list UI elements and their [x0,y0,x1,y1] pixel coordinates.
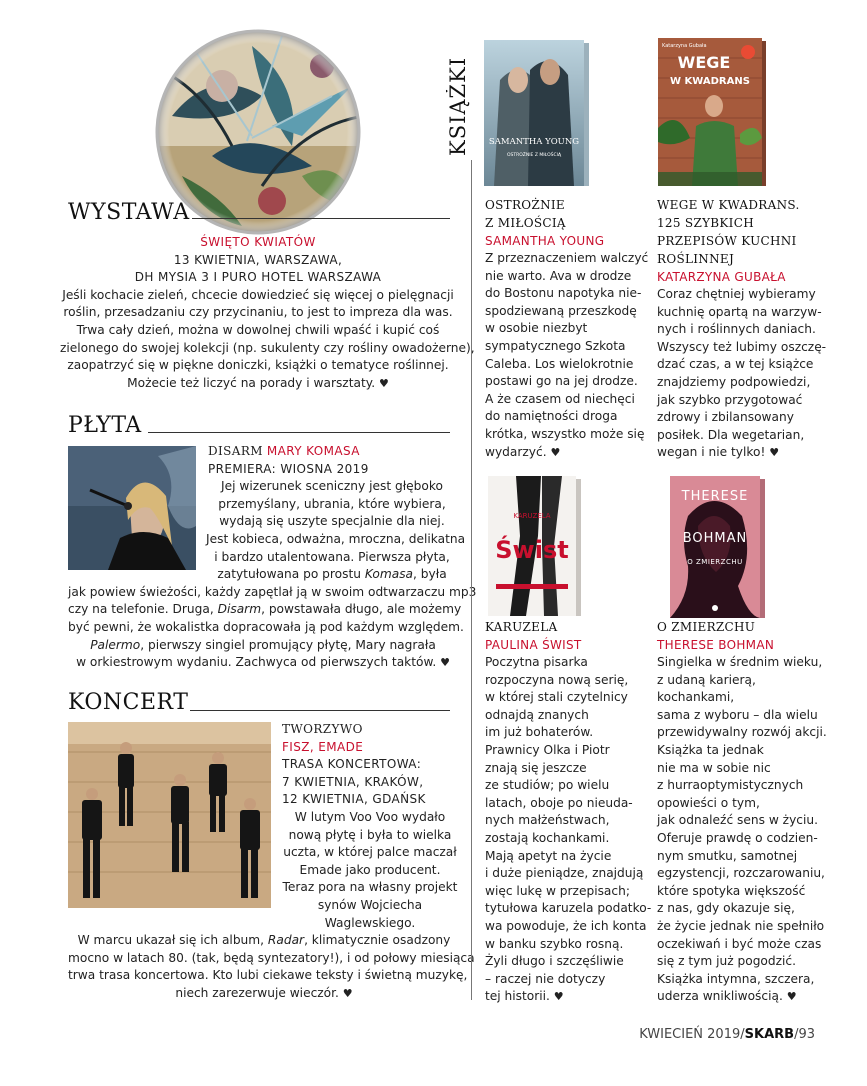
book-line: posiłek. Dla wegetarian, [657,427,805,442]
book-cover-author: Świst [495,536,569,564]
book-line: Oferuje prawdę o codzien- [657,830,818,845]
plyta-line: Jest kobieca, odważna, mroczna, delikatna [206,531,466,546]
book-entry [485,618,652,1006]
book-line: spodziewaną przeszkodę [485,303,637,318]
book-line: sama z wyboru – dla wielu [657,707,818,722]
book-line: wa powoduje, że ich konta [485,918,647,933]
book-line: uderza wnikliwością. [657,989,783,1004]
wystawa-heading: WYSTAWA [68,200,190,225]
book-cover-title: OSTROŻNIE Z MIŁOŚCIĄ [506,153,562,158]
book-title: PRZEPISÓW KUCHNI [657,234,797,248]
koncert-line: Emade jako producent. [299,862,441,877]
book-line: Mają apetyt na życie [485,848,612,863]
book-author: THERESE BOHMAN [657,638,775,652]
heart-icon: ♥ [553,990,564,1004]
koncert-line: nową płytę i była to wielka [288,827,452,842]
koncert-album-radar: Radar [267,933,305,948]
wystawa-line: zielonego do swojej kolekcji (np. sukulenty czy rośliny owadożerne), [60,340,475,355]
wystawa-line: zaopatrzyć się w piękne doniczki, książki o tematyce roślinnej. [67,358,449,373]
heart-icon: ♥ [786,990,797,1004]
book-line: z nas, gdy okazuje się, [657,901,795,916]
footer-magazine: SKARB [744,1027,795,1042]
book-title: WEGE W KWADRANS. [657,198,800,212]
book-line: Książka intymna, szczera, [657,971,815,986]
wystawa-body [60,234,475,392]
ksiazki-vertical-rule [471,160,472,1000]
book-author: SAMANTHA YOUNG [485,234,605,248]
book-line: jak odnaleźć sens w życiu. [657,813,818,828]
book-line: znają się jeszcze [485,760,587,775]
book-line: opowieści o tym, [657,795,760,810]
book-cover-author: THERESE [681,489,749,504]
koncert-line-tail: , klimatycznie osadzony [304,933,451,948]
plyta-line-tail: , była [413,567,447,582]
book-description [657,654,827,1006]
book-description [485,654,652,1006]
plyta-line: jak powiew świeżości, każdy zapętlał ją w swoim odtwarzaczu mp3 [68,584,477,599]
koncert-line: Teraz pora na własny projekt [282,880,458,895]
footer-page-number: 93 [798,1027,815,1042]
book-entry [485,196,649,461]
koncert-rule [190,710,450,711]
book-title: ROŚLINNEJ [657,252,735,266]
koncert-date: 12 KWIETNIA, GDAŃSK [282,792,426,807]
book-line: latach, oboje po nieuda- [485,795,633,810]
koncert-title: TWORZYWO [282,722,363,736]
book-title: KARUZELA [485,620,558,634]
wystawa-place: DH MYSIA 3 I PURO HOTEL WARSZAWA [134,270,382,285]
book-cover-o-zmierzchu [668,476,768,620]
book-line: kochankami, [657,690,735,705]
book-line: Poczytna pisarka [485,655,588,669]
book-line: do namiętności droga [485,409,618,424]
koncert-body [68,721,475,1003]
book-line: przewidywalny rozwój akcji. [657,725,827,740]
book-cover-title: WEGE [677,53,731,72]
plyta-line: Jej wizerunek sceniczny jest głęboko [221,479,443,494]
book-line: Caleba. Los wielokrotnie [485,356,634,371]
plyta-rule [148,432,450,433]
book-cover-karuzela [486,476,584,618]
koncert-heading: KONCERT [68,690,189,715]
book-line: nie ma w sobie nic [657,760,771,775]
book-line: się z tym już pogodzić. [657,954,796,969]
book-line: oczekiwań i być może czas [657,936,822,951]
plyta-album-disarm: Disarm [217,602,262,617]
plyta-line: wydają się uszyte specjalnie dla niej. [219,514,445,529]
book-title: Z MIŁOŚCIĄ [485,216,566,230]
plyta-premiere: PREMIERA: WIOSNA 2019 [208,461,369,476]
book-line: A że czasem od niechęci [485,391,635,406]
book-line: że życie jednak nie spełniło [657,918,825,933]
book-cover-wege [656,38,768,188]
book-line: nie warto. Ava w drodze [485,268,632,283]
koncert-line: uczta, w której palce maczał [283,845,457,860]
plyta-heading: PŁYTA [68,413,142,438]
book-line: krótka, wszystko może się [485,426,645,441]
book-entry [657,618,827,1006]
book-line: jak szybko przygotować [657,392,803,407]
book-line: znajdziemy podpowiedzi, [657,374,811,389]
book-author: PAULINA ŚWIST [485,638,582,652]
book-line: im już bohaterów. [485,725,594,740]
heart-icon: ♥ [378,376,389,390]
wystawa-line: Możecie też liczyć na porady i warsztaty. [127,375,376,390]
book-cover-author: SAMANTHA YOUNG [488,137,580,147]
book-line: z udaną karierą, [657,672,756,687]
book-entry [657,196,827,462]
book-line: z hurraoptymistycznych [657,778,804,793]
koncert-line: W marcu ukazał się ich album, [77,933,265,948]
heart-icon: ♥ [342,986,353,1000]
book-line: egzystencji, rozczarowaniu, [657,866,825,881]
plyta-line: zatytułowana po prostu [217,567,361,582]
koncert-line: W lutym Voo Voo wydało [294,809,446,824]
wystawa-line: Trwa cały dzień, można w dowolnej chwili wpaść i kupić coś [76,322,440,337]
book-cover-title: O ZMIERZCHU [687,558,743,566]
book-line: w banku szybko rosną. [485,936,624,951]
heart-icon: ♥ [440,656,450,670]
page-footer [639,1027,815,1042]
book-description [485,250,649,461]
koncert-line: niech zarezerwuje wieczór. [175,985,339,1000]
wystawa-line: Jeśli kochacie zieleń, chcecie dowiedzieć się więcej o pielęgnacji [62,287,454,302]
koncert-line: mocno w latach 80. (tak, będą syntezatory!), i od połowy miesiąca [68,950,475,965]
plyta-body [68,443,477,672]
book-line: Z przeznaczeniem walczyć [485,251,649,265]
book-line: sympatycznego Szkota [485,338,626,353]
footer-issue: KWIECIEŃ 2019 [639,1027,741,1042]
footer-separator: / [740,1027,745,1042]
book-line: ze studiów; po wielu [485,778,610,793]
book-cover-author: Katarzyna Gubała [662,43,707,49]
wystawa-rule [192,218,450,219]
plyta-line: przemyślany, ubrania, które wybiera, [218,496,446,511]
plyta-album: DISARM [208,444,263,458]
heart-icon: ♥ [769,446,780,460]
koncert-line: trwa trasa koncertowa. Kto lubi ciekawe teksty i świetną muzykę, [68,968,468,983]
book-cover-title: KARUZELA [513,512,551,520]
book-line: wydarzyć. [485,444,547,459]
book-line: Książka ta jednak [657,742,764,757]
book-line: rozpoczyna nową serię, [485,672,629,687]
plyta-line-tail: , powstawała długo, ale możemy [261,602,462,617]
book-line: i duże pieniądze, znajdują [485,866,644,881]
book-line: zdrowy i zbilansowany [657,410,794,425]
heart-icon: ♥ [550,445,561,459]
book-line: tej historii. [485,989,550,1004]
book-line: Wszyscy też lubimy oszczę- [657,339,827,354]
koncert-line: synów Wojciecha [317,897,423,912]
book-line: zostają kochankami. [485,830,610,845]
book-cover-title: W KWADRANS [670,76,750,87]
plyta-line: czy na telefonie. Druga, [68,602,214,617]
book-title: O ZMIERZCHU [657,620,756,634]
book-cover-ostroznie [480,40,592,190]
book-line: nym smutku, samotnej [657,848,798,863]
plyta-line: w orkiestrowym wydaniu. Zachwyca od pierwszych taktów. [76,655,437,670]
book-line: Coraz chętniej wybieramy [657,287,816,301]
plyta-line-tail: , pierwszy singiel promujący płytę, Mary nagrała [140,637,436,652]
plyta-artist: MARY KOMASA [266,444,360,458]
book-line: w osobie niezbyt [485,321,588,336]
book-line: w której stali czytelnicy [485,690,628,705]
book-title: 125 SZYBKICH [657,216,754,230]
ksiazki-heading: KSIĄŻKI [446,56,470,156]
koncert-tour: TRASA KONCERTOWA: [282,757,422,772]
book-cover-author: BOHMAN [682,531,748,546]
koncert-line: Waglewskiego. [324,915,416,930]
wystawa-date: 13 KWIETNIA, WARSZAWA, [173,252,343,267]
plyta-album-komasa: Komasa [364,567,414,582]
book-author: KATARZYNA GUBAŁA [657,270,786,284]
koncert-date: 7 KWIETNIA, KRAKÓW, [282,774,424,789]
book-line: tytułowa karuzela podatko- [485,901,652,916]
book-line: Żyli długo i szczęśliwie [485,954,624,969]
book-line: więc lukę w przepisach; [485,883,630,898]
book-line: dzać czas, a w tej książce [657,357,814,372]
book-line: wegan i nie tylko! [657,445,766,460]
book-description [657,286,827,462]
book-line: Singielka w średnim wieku, [657,655,823,669]
book-line: odnajdą znanych [485,707,589,722]
wystawa-title: ŚWIĘTO KWIATÓW [200,235,316,249]
koncert-artists: FISZ, EMADE [282,739,364,754]
book-line: kuchnię opartą na warzyw- [657,304,822,319]
book-title: OSTROŻNIE [485,198,565,212]
book-line: Prawnicy Olka i Piotr [485,742,610,757]
book-line: nych i roślinnych daniach. [657,322,816,337]
plyta-single-palermo: Palermo [90,637,141,652]
book-line: – raczej nie dotyczy [485,971,606,986]
book-line: postawi go na jej drodze. [485,374,638,389]
wystawa-line: roślin, przesadzaniu czy przycinaniu, to jest to impreza dla was. [63,305,453,320]
book-line: które spotyka większość [657,883,806,898]
book-line: nych małżeństwach, [485,813,610,828]
book-line: do Bostonu napotyka nie- [485,286,642,301]
footer-separator: / [794,1027,799,1042]
plyta-line: być pewni, że wokalistka dopracowała ją pod każdym względem. [68,619,464,634]
plyta-line: i bardzo utalentowana. Pierwsza płyta, [214,549,450,564]
